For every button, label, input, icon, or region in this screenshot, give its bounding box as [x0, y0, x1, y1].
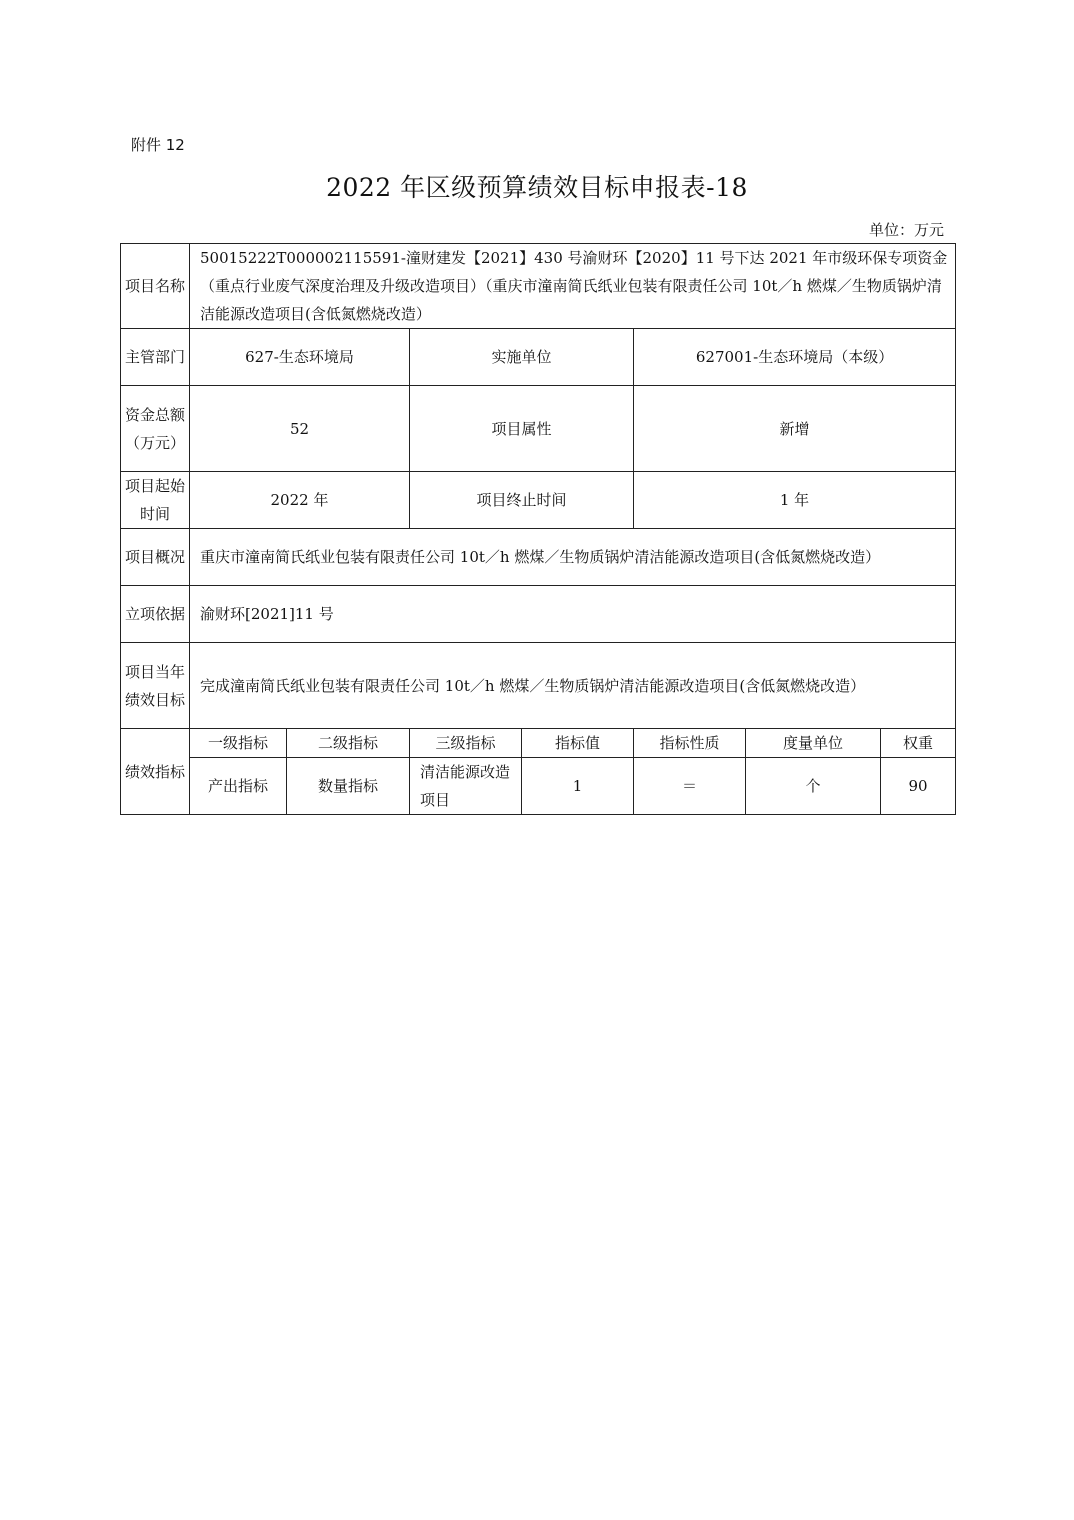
department-label: 主管部门	[121, 329, 190, 386]
implementing-unit-value: 627001-生态环境局（本级）	[634, 329, 956, 386]
department-value: 627-生态环境局	[190, 329, 410, 386]
indicator-row	[121, 758, 956, 815]
indicator-cell: 90	[881, 758, 956, 815]
indicator-cell: ＝	[634, 758, 746, 815]
indicator-header: 三级指标	[410, 729, 522, 758]
project-attribute-value: 新增	[634, 386, 956, 472]
indicator-cell: 1	[522, 758, 634, 815]
annual-goal-value: 完成潼南简氏纸业包装有限责任公司 10t／h 燃煤／生物质锅炉清洁能源改造项目(含低氮燃烧改造）	[190, 643, 956, 729]
page-title: 2022 年区级预算绩效目标申报表-18	[326, 173, 748, 202]
department-row	[121, 329, 956, 386]
indicator-header-row	[121, 729, 956, 758]
indicator-cell: 清洁能源改造项目	[410, 758, 522, 815]
indicators-label: 绩效指标	[121, 729, 190, 815]
indicator-header: 一级指标	[190, 729, 287, 758]
period-row	[121, 472, 956, 529]
overview-row	[121, 529, 956, 586]
indicator-cell: 产出指标	[190, 758, 287, 815]
start-time-label: 项目起始时间	[121, 472, 190, 529]
indicator-header: 二级指标	[287, 729, 410, 758]
indicator-header: 指标值	[522, 729, 634, 758]
start-time-value: 2022 年	[190, 472, 410, 529]
annual-goal-label: 项目当年绩效目标	[121, 643, 190, 729]
implementing-unit-label: 实施单位	[410, 329, 634, 386]
funding-value: 52	[190, 386, 410, 472]
basis-value: 渝财环[2021]11 号	[190, 586, 956, 643]
annual-goal-row	[121, 643, 956, 729]
end-time-value: 1 年	[634, 472, 956, 529]
indicator-cell: 个	[746, 758, 881, 815]
basis-label: 立项依据	[121, 586, 190, 643]
end-time-label: 项目终止时间	[410, 472, 634, 529]
budget-performance-table	[120, 243, 956, 815]
attachment-label: 附件 12	[131, 136, 185, 154]
project-name-label: 项目名称	[121, 244, 190, 329]
indicator-cell: 数量指标	[287, 758, 410, 815]
unit-label: 单位：万元	[868, 221, 944, 239]
funding-row	[121, 386, 956, 472]
project-attribute-label: 项目属性	[410, 386, 634, 472]
overview-label: 项目概况	[121, 529, 190, 586]
indicator-header: 权重	[881, 729, 956, 758]
project-name-value: 50015222T000002115591-潼财建发【2021】430 号渝财环【2020】11 号下达 2021 年市级环保专项资金（重点行业废气深度治理及升级改造项目）（重庆市潼南简氏纸业包装有限责任公司 10t／h 燃煤／生物质锅炉清洁能源改造项目(含低氮燃烧改造）	[190, 244, 956, 329]
basis-row	[121, 586, 956, 643]
indicator-header: 度量单位	[746, 729, 881, 758]
overview-value: 重庆市潼南简氏纸业包装有限责任公司 10t／h 燃煤／生物质锅炉清洁能源改造项目(含低氮燃烧改造）	[190, 529, 956, 586]
project-name-row	[121, 244, 956, 329]
indicator-header: 指标性质	[634, 729, 746, 758]
funding-label: 资金总额（万元）	[121, 386, 190, 472]
